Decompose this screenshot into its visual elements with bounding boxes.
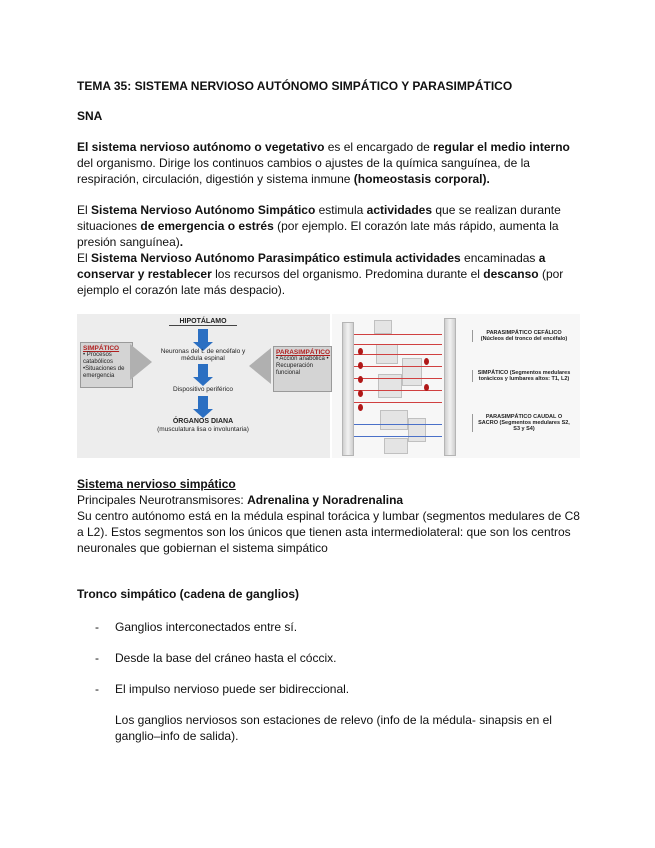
p2-d: actividades [366, 203, 433, 217]
p2-h: (por ejemplo. El corazón late más rápido, aumenta la [273, 219, 559, 233]
list-item: Ganglios interconectados entre sí. [115, 620, 298, 634]
simpatico-items: • Procesos catabólicos •Situaciones de emergencia [83, 352, 125, 379]
dispositivo-label: Dispositivo periférico [173, 386, 233, 393]
organos-sub-label: (musculatura lisa o involuntaria) [157, 426, 249, 433]
organos-label: ÓRGANOS DIANA [172, 418, 234, 425]
organ-shape [384, 438, 408, 454]
nt-label: Principales Neurotransmisores: [77, 493, 248, 507]
section-heading-simpatico: Sistema nervioso simpático [77, 477, 236, 491]
nerve-line [354, 436, 442, 437]
ganglion-dot [358, 376, 363, 383]
list-item: Desde la base del cráneo hasta el cóccix. [115, 651, 337, 665]
nerve-line [354, 424, 442, 425]
simpatico-tag: SIMPÁTICO (Segmentos medulares torácicos y lumbares altos: T1, L2) [472, 370, 572, 382]
p3-c: encaminadas [460, 251, 539, 265]
hipotalamo-label: HIPOTÁLAMO [169, 318, 237, 326]
organ-shape [374, 320, 392, 334]
section-heading-tronco: Tronco simpático (cadena de ganglios) [77, 587, 300, 601]
p1-text-b: es el encargado de [324, 140, 434, 154]
neurotransmisores-line [77, 492, 403, 508]
parasimpatico-sacro-tag: PARASIMPÁTICO CAUDAL O SACRO (Segmentos medulares S2, S3 y S4) [472, 414, 572, 432]
ganglion-dot [358, 348, 363, 355]
nerve-line [354, 366, 442, 367]
p3-f: los recursos del organismo. Predomina durante el [211, 267, 484, 281]
organ-shape [402, 358, 422, 386]
spinal-column-right [444, 318, 456, 456]
p3-h: (por [538, 267, 564, 281]
nerve-line [354, 402, 442, 403]
simpatico-line-2: a L2). Estos segmentos son los únicos que tienen asta intermediolateral: que son los centros [77, 525, 571, 539]
paragraph-3-line-2 [77, 266, 563, 282]
list-bullet: - [95, 651, 99, 665]
arrow-down-icon [198, 396, 208, 410]
p2-a: El [77, 203, 92, 217]
ganglion-dot [424, 358, 429, 365]
p1-bold-line3b: (homeostasis corporal). [353, 172, 490, 186]
ganglion-dot [358, 362, 363, 369]
organ-shape [408, 418, 426, 442]
paragraph-1-line-3 [77, 171, 490, 187]
p2-g: de emergencia o estrés [140, 219, 274, 233]
parasimpatico-box [273, 346, 332, 392]
ganglion-dot [358, 404, 363, 411]
parasimpatico-cefalico-tag: PARASIMPÁTICO CEFÁLICO (Núcleos del tronco del encéfalo) [472, 330, 572, 342]
section-label-sna: SNA [77, 109, 103, 123]
sna-flow-diagram [77, 314, 330, 458]
nerve-line [354, 334, 442, 335]
p1-text-line3a: respiración, circulación, digestión y sistema inmune [77, 172, 354, 186]
simpatico-box [80, 342, 133, 388]
page-title: TEMA 35: SISTEMA NERVIOSO AUTÓNOMO SIMPÁTICO Y PARASIMPÁTICO [77, 79, 513, 93]
p2-i: presión sanguínea) [77, 235, 180, 249]
note-line-2: ganglio–info de salida). [115, 729, 239, 743]
neuronas-label: Neuronas del t. de encéfalo y médula espinal [160, 348, 246, 362]
simpatico-line-3: neuronales que gobiernan el sistema simpático [77, 541, 328, 555]
sna-anatomy-diagram [332, 314, 580, 458]
chevron-left-icon [249, 348, 271, 384]
nerve-line [354, 354, 442, 355]
p2-j: . [179, 235, 184, 249]
nerve-line [354, 344, 442, 345]
paragraph-2-line-2 [77, 218, 559, 234]
nerve-line [354, 378, 442, 379]
spinal-column-left [342, 322, 354, 456]
p2-b: Sistema Nervioso Autónomo Simpático [91, 203, 316, 217]
parasimpatico-heading: PARASIMPÁTICO [276, 349, 331, 356]
arrow-down-icon [198, 329, 208, 343]
list-bullet: - [95, 620, 99, 634]
sna-figure [77, 314, 580, 458]
p2-f: situaciones [77, 219, 141, 233]
chevron-right-icon [130, 344, 152, 380]
list-bullet: - [95, 682, 99, 696]
nerve-line [354, 390, 442, 391]
p3-d: a [538, 251, 546, 265]
paragraph-1-line-2: del organismo. Dirige los continuos cambios o ajustes de la química sanguínea, de la [77, 156, 530, 170]
paragraph-2-line-1 [77, 202, 561, 218]
paragraph-3-line-1 [77, 250, 545, 266]
arrow-down-icon [198, 364, 208, 378]
ganglion-dot [358, 390, 363, 397]
p3-g: descanso [483, 267, 539, 281]
organ-shape [380, 410, 408, 430]
parasimpatico-items: • Acción anabólica • Recuperación funcional [276, 356, 329, 376]
list-item: El impulso nervioso puede ser bidireccional. [115, 682, 350, 696]
p3-a: El [77, 251, 92, 265]
p1-bold-c: regular el medio interno [433, 140, 570, 154]
p3-e: conservar y restablecer [77, 267, 212, 281]
paragraph-3-line-3: ejemplo el corazón late más despacio). [77, 283, 286, 297]
simpatico-line-1: Su centro autónomo está en la médula espinal torácica y lumbar (segmentos medulares de C8 [77, 509, 580, 523]
paragraph-1-line-1 [77, 139, 570, 155]
simpatico-heading: SIMPÁTICO [83, 345, 120, 352]
ganglion-dot [424, 384, 429, 391]
paragraph-2-line-3 [77, 234, 183, 250]
p3-b: Sistema Nervioso Autónomo Parasimpático estimula actividades [91, 251, 461, 265]
p2-c: estimula [315, 203, 367, 217]
p2-e: que se realizan durante [432, 203, 561, 217]
p1-bold-a: El sistema nervioso autónomo o vegetativo [77, 140, 325, 154]
note-line-1: Los ganglios nerviosos son estaciones de relevo (info de la médula- sinapsis en el [115, 713, 552, 727]
nt-value: Adrenalina y Noradrenalina [247, 493, 404, 507]
